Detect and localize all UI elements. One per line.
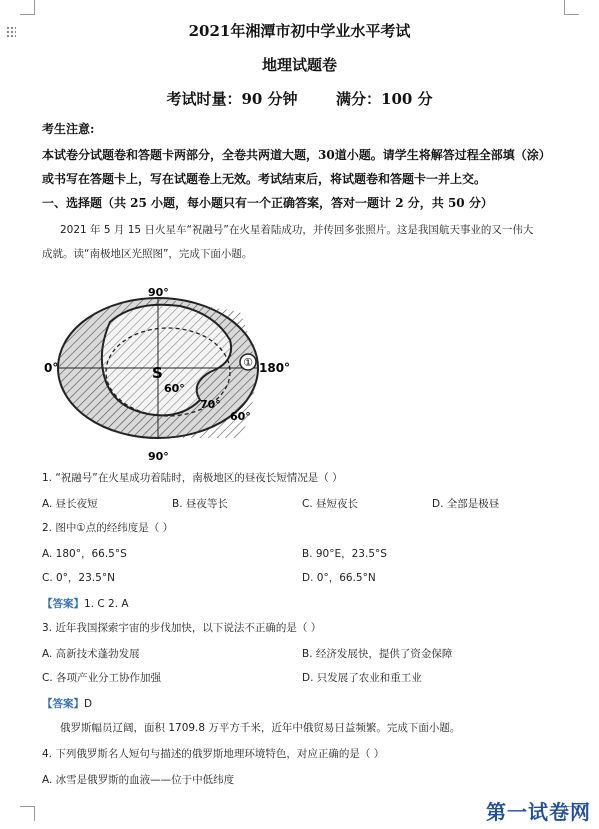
answer-text: 1. C 2. A	[84, 598, 129, 610]
question-stem: 4. 下列俄罗斯名人短句与描述的俄罗斯地理环境特色，对应正确的是（ ）	[42, 748, 385, 760]
notice-heading: 考生注意:	[42, 122, 95, 136]
marker-label: ①	[243, 356, 253, 369]
option-b[interactable]: B. 昼夜等长	[172, 498, 228, 510]
answer-text: D	[84, 698, 93, 710]
option-c[interactable]: C. 0°，23.5°N	[42, 572, 115, 584]
option-d[interactable]: D. 全部是极昼	[432, 498, 500, 510]
option-a[interactable]: A. 180°，66.5°S	[42, 548, 127, 560]
pole-label: S	[152, 364, 163, 382]
answer-label: 【答案】	[42, 598, 84, 610]
crop-mark	[20, 0, 35, 15]
option-b[interactable]: B. 90°E，23.5°S	[302, 548, 387, 560]
answer-label: 【答案】	[42, 698, 84, 710]
lon-label-90-bottom: 90°	[148, 450, 169, 463]
exam-title: 2021年湘潭市初中学业水平考试	[188, 22, 411, 40]
exam-subtitle: 地理试题卷	[261, 56, 337, 74]
full-score: 满分：100 分	[336, 90, 433, 108]
lon-label-90-top: 90°	[148, 286, 169, 299]
option-d[interactable]: D. 只发展了农业和重工业	[302, 672, 422, 684]
notice-line: 本试卷分试题卷和答题卡两部分，全卷共两道大题，30道小题。请学生将解答过程全部填（涂）	[42, 148, 551, 162]
lat-label-60: 60°	[164, 382, 185, 395]
time-limit: 考试时量：90 分钟	[166, 90, 298, 108]
notice-line: 或书写在答题卡上，写在试题卷上无效。考试结束后，将试题卷和答题卡一并上交。	[42, 172, 487, 186]
option-c[interactable]: C. 昼短夜长	[302, 498, 359, 510]
exam-meta	[0, 88, 599, 109]
crop-mark	[564, 0, 579, 15]
answer-line	[42, 596, 129, 611]
option-b[interactable]: B. 经济发展快，提供了资金保障	[302, 648, 453, 660]
site-watermark: 第一试卷网	[486, 800, 591, 824]
option-d[interactable]: D. 0°，66.5°N	[302, 572, 376, 584]
intro-text: 2021 年 5 月 15 日火星车“祝融号”在火星着陆成功，并传回多张照片。这是我国航天事业的又一伟大	[60, 224, 534, 236]
option-c[interactable]: C. 各项产业分工协作加强	[42, 672, 162, 684]
question-stem: 2. 图中①点的经纬度是（ ）	[42, 522, 174, 534]
option-a[interactable]: A. 冰雪是俄罗斯的血液——位于中低纬度	[42, 774, 235, 786]
lat-label-60-outer: 60°	[230, 410, 251, 423]
question-stem: 1. “祝融号”在火星成功着陆时，南极地区的昼夜长短情况是（ ）	[42, 472, 343, 484]
lon-label-180: 180°	[259, 361, 291, 375]
option-a[interactable]: A. 高新技术蓬勃发展	[42, 648, 140, 660]
section-heading: 一、选择题（共 25 小题，每小题只有一个正确答案，答对一题计 2 分，共 50 分）	[42, 196, 493, 210]
option-a[interactable]: A. 昼长夜短	[42, 498, 98, 510]
lat-label-70: 70°	[200, 398, 221, 411]
lon-label-0: 0°	[44, 361, 59, 375]
passage-text: 俄罗斯幅员辽阔，面积 1709.8 万平方千米，近年中俄贸易日益频繁。完成下面小题。	[60, 722, 461, 734]
antarctic-illumination-map	[40, 286, 291, 463]
answer-line	[42, 696, 92, 711]
question-stem: 3. 近年我国探索宇宙的步伐加快，以下说法不正确的是（ ）	[42, 622, 322, 634]
crop-mark	[20, 806, 35, 821]
intro-text: 成就。读“南极地区光照图”，完成下面小题。	[42, 248, 253, 260]
